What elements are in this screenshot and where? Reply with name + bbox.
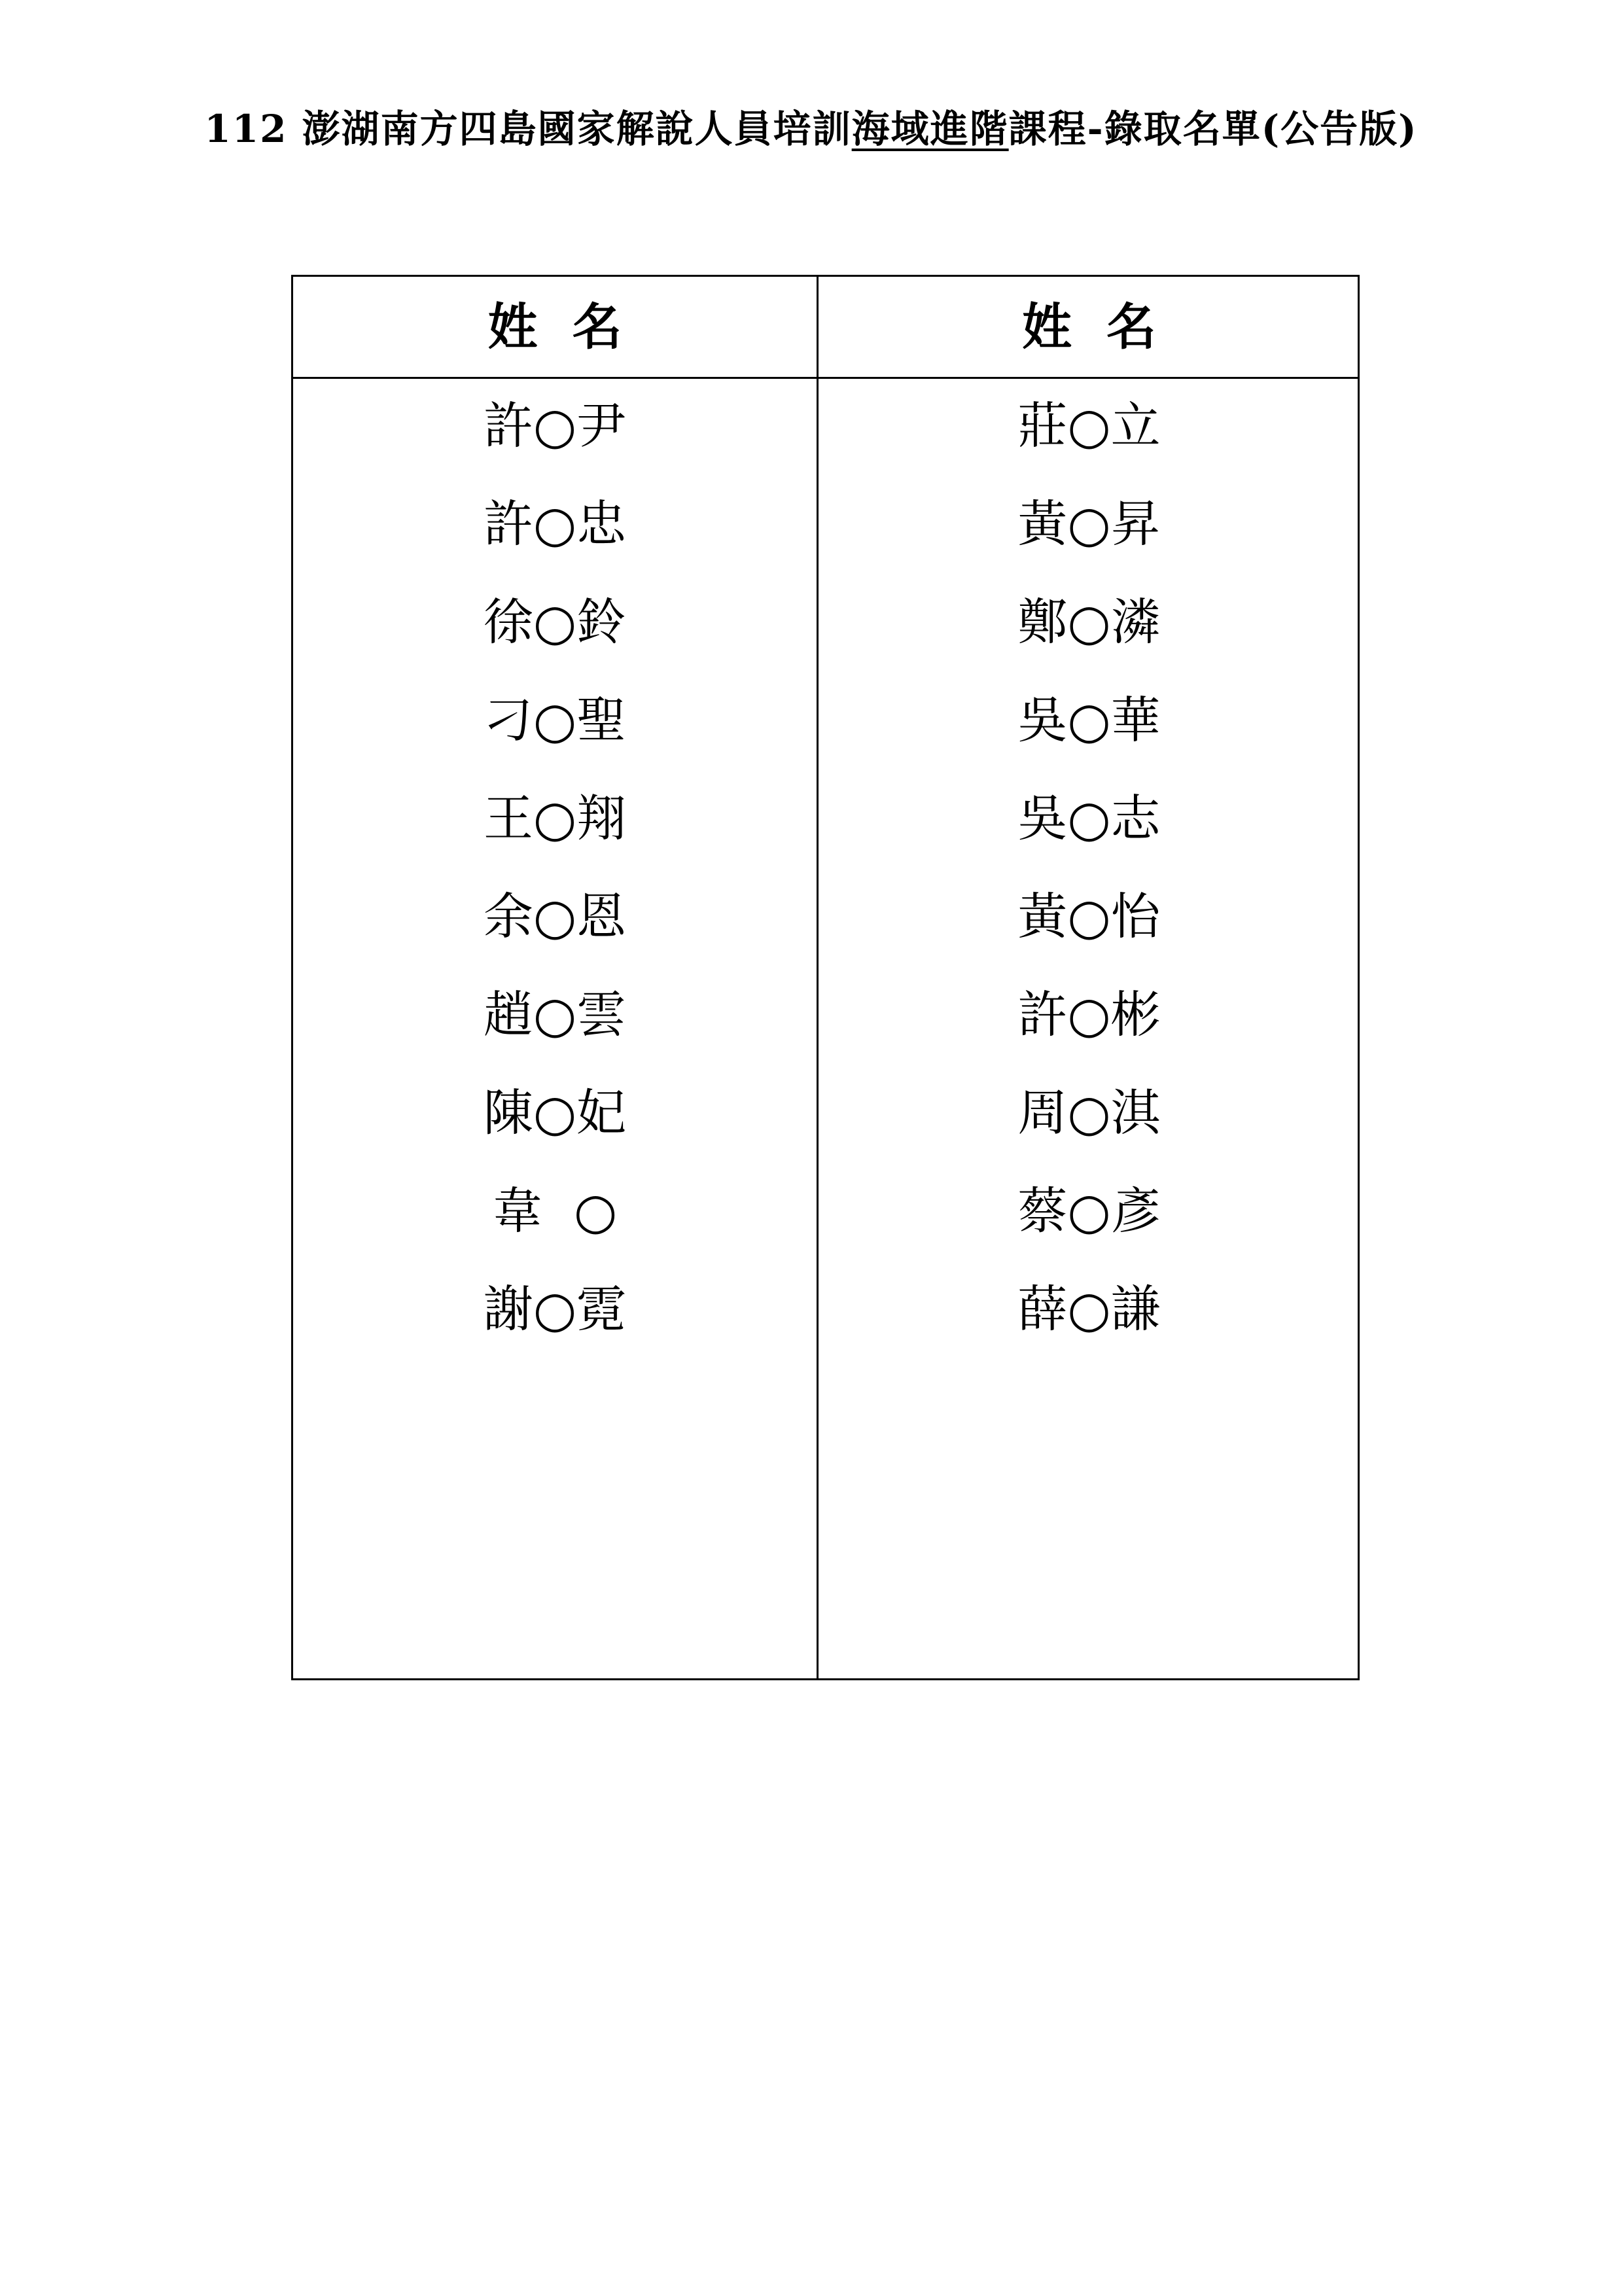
name-entry: 許○彬 <box>1017 985 1161 1044</box>
page-title <box>0 98 1622 153</box>
name-list-right <box>819 377 1360 1358</box>
name-entry: 蔡○彥 <box>1017 1182 1161 1240</box>
name-entry: 周○淇 <box>1017 1084 1161 1142</box>
name-entry: 陳○妃 <box>483 1084 627 1142</box>
title-prefix: 112 澎湖南方四島國家解說人員培訓 <box>204 107 852 151</box>
title-suffix: 課程-錄取名單(公告版) <box>1008 107 1418 151</box>
name-entry: 許○忠 <box>483 495 627 553</box>
name-entry: 余○恩 <box>483 887 627 945</box>
name-entry: 黃○怡 <box>1017 887 1161 945</box>
name-header-right: 姓 名 <box>1022 298 1156 356</box>
name-entry: 徐○鈴 <box>483 593 627 651</box>
name-entry: 謝○霓 <box>483 1280 627 1338</box>
title-underlined-course: 海域進階 <box>851 107 1009 151</box>
name-entry: 吳○華 <box>1017 691 1161 749</box>
name-entry: 薛○謙 <box>1017 1280 1161 1338</box>
name-header-left: 姓 名 <box>487 298 622 356</box>
name-entry: 鄭○潾 <box>1017 593 1161 651</box>
name-entry: 王○翔 <box>483 789 627 847</box>
name-entry: 許○尹 <box>483 397 627 455</box>
name-entry: 吳○志 <box>1017 789 1161 847</box>
name-entry: 韋 ○ <box>492 1182 618 1240</box>
name-list-left <box>293 377 817 1358</box>
name-entry: 趙○雲 <box>483 985 627 1044</box>
admission-list-table <box>291 275 1360 1680</box>
name-entry: 莊○立 <box>1017 397 1161 455</box>
name-entry: 黃○昇 <box>1017 495 1161 553</box>
name-entry: 刁○聖 <box>483 691 627 749</box>
